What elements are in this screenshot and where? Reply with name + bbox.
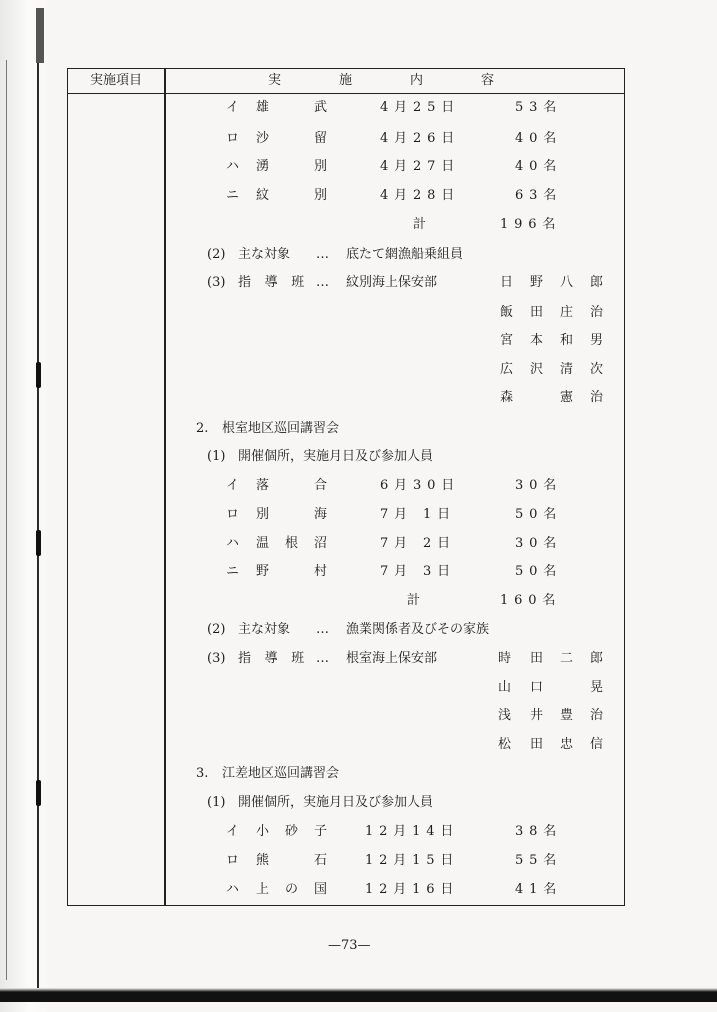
name-char: 晃 — [590, 680, 604, 695]
binding-line — [37, 10, 39, 1000]
date: 12月15日 — [365, 853, 460, 868]
item-number: (2) — [207, 247, 226, 262]
attendee-count: 40名 — [515, 159, 563, 174]
name-char: 口 — [530, 680, 544, 695]
item-number: (3) — [207, 651, 226, 666]
column-divider — [164, 69, 166, 905]
table-header-row — [68, 69, 624, 94]
page-spine-shadow — [0, 0, 52, 1012]
name-char: 飯 — [500, 305, 514, 320]
section-heading: 江差地区巡回講習会 — [222, 766, 340, 781]
name-char: 信 — [590, 737, 604, 752]
name-char: 忠 — [560, 737, 574, 752]
bottom-edge-shadow — [0, 988, 717, 1002]
target-label: 主な対象 — [238, 622, 291, 637]
place-char: 紋 — [256, 188, 270, 203]
total-count: 196名 — [500, 217, 562, 232]
total-label: 計 — [407, 593, 421, 608]
place-char: 石 — [314, 853, 328, 868]
name-char: 本 — [530, 333, 544, 348]
name-char: 宮 — [500, 333, 514, 348]
attendee-count: 30名 — [515, 478, 563, 493]
row-label: ロ — [226, 131, 240, 146]
row-label: イ — [226, 478, 240, 493]
place-char: 上 — [256, 882, 270, 897]
row-label: ハ — [226, 536, 240, 551]
leader-dots: … — [316, 247, 329, 262]
item-number: (3) — [207, 275, 226, 290]
row-label: ハ — [226, 159, 240, 174]
place-char: 別 — [256, 507, 270, 522]
place-char: 温 — [256, 536, 270, 551]
name-char: 治 — [590, 305, 604, 320]
place-char: 子 — [314, 824, 328, 839]
header-content-column: 実施内容 — [268, 73, 553, 88]
row-label: イ — [226, 100, 240, 115]
name-char: 森 — [500, 390, 514, 405]
place-char: 合 — [314, 478, 328, 493]
name-char: 治 — [590, 708, 604, 723]
place-char: 沙 — [256, 131, 270, 146]
page-number: —73— — [328, 938, 371, 953]
date: 7月 2日 — [380, 536, 456, 551]
place-char: 雄 — [256, 100, 270, 115]
target-text: 底たて網漁船乗組員 — [346, 247, 464, 262]
target-label: 主な対象 — [238, 247, 291, 262]
row-label: ロ — [226, 507, 240, 522]
total-count: 160名 — [500, 593, 562, 608]
date: 12月16日 — [365, 882, 460, 897]
leader-dots: … — [316, 275, 329, 290]
place-char: 村 — [314, 564, 328, 579]
attendee-count: 53名 — [515, 100, 563, 115]
row-label: ロ — [226, 853, 240, 868]
attendee-count: 63名 — [515, 188, 563, 203]
name-char: 郎 — [590, 651, 604, 666]
name-char: 田 — [530, 651, 544, 666]
office-name: 紋別海上保安部 — [346, 275, 438, 290]
place-char: 落 — [256, 478, 270, 493]
place-char: 湧 — [256, 159, 270, 174]
total-label: 計 — [413, 217, 427, 232]
attendee-count: 41名 — [515, 882, 563, 897]
binding-hole — [36, 362, 41, 388]
subsection-heading: 開催個所，実施月日及び参加人員 — [238, 795, 434, 810]
attendee-count: 40名 — [515, 131, 563, 146]
attendee-count: 50名 — [515, 564, 563, 579]
section-number: 2. — [196, 421, 209, 436]
name-char: 治 — [590, 390, 604, 405]
name-char: 田 — [530, 737, 544, 752]
name-char: 次 — [590, 362, 604, 377]
place-char: 砂 — [285, 824, 299, 839]
place-char: 武 — [314, 100, 328, 115]
place-char: 根 — [285, 536, 299, 551]
date: 6月30日 — [380, 478, 461, 493]
date: 4月25日 — [380, 100, 461, 115]
name-char: 日 — [500, 275, 514, 290]
name-char: 二 — [560, 651, 574, 666]
name-char: 浅 — [498, 708, 512, 723]
item-number: (1) — [207, 449, 226, 464]
name-char: 野 — [530, 275, 544, 290]
team-label: 指導班 — [238, 275, 318, 290]
header-item-column: 実施項目 — [89, 73, 142, 88]
leader-dots: … — [316, 622, 329, 637]
item-number: (1) — [207, 795, 226, 810]
binding-edge-line — [6, 60, 7, 980]
name-char: 清 — [560, 362, 574, 377]
row-label: ニ — [226, 188, 240, 203]
name-char: 庄 — [560, 305, 574, 320]
attendee-count: 50名 — [515, 507, 563, 522]
place-char: 沼 — [314, 536, 328, 551]
item-number: (2) — [207, 622, 226, 637]
row-label: ハ — [226, 882, 240, 897]
binding-hole — [36, 780, 41, 806]
section-heading: 根室地区巡回講習会 — [222, 421, 340, 436]
place-char: 国 — [314, 882, 328, 897]
place-char: 小 — [256, 824, 270, 839]
row-label: ニ — [226, 564, 240, 579]
binding-hole — [36, 530, 41, 556]
name-char: 和 — [560, 333, 574, 348]
binding-clip — [36, 8, 44, 63]
name-char: 広 — [500, 362, 514, 377]
place-char: 別 — [314, 188, 328, 203]
date: 7月 1日 — [380, 507, 456, 522]
name-char: 山 — [498, 680, 512, 695]
place-char: 野 — [256, 564, 270, 579]
date: 4月28日 — [380, 188, 461, 203]
place-char: の — [285, 882, 299, 897]
leader-dots: … — [316, 651, 329, 666]
place-char: 留 — [314, 131, 328, 146]
name-char: 沢 — [530, 362, 544, 377]
name-char: 松 — [498, 737, 512, 752]
target-text: 漁業関係者及びその家族 — [346, 622, 490, 637]
name-char: 郎 — [590, 275, 604, 290]
name-char: 憲 — [560, 390, 574, 405]
team-label: 指導班 — [238, 651, 318, 666]
date: 4月27日 — [380, 159, 461, 174]
place-char: 別 — [314, 159, 328, 174]
office-name: 根室海上保安部 — [346, 651, 438, 666]
subsection-heading: 開催個所，実施月日及び参加人員 — [238, 449, 434, 464]
date: 4月26日 — [380, 131, 461, 146]
name-char: 井 — [530, 708, 544, 723]
attendee-count: 38名 — [515, 824, 563, 839]
section-number: 3. — [196, 766, 209, 781]
attendee-count: 30名 — [515, 536, 563, 551]
name-char: 豊 — [560, 708, 574, 723]
date: 7月 3日 — [380, 564, 456, 579]
place-char: 熊 — [256, 853, 270, 868]
name-char: 八 — [560, 275, 574, 290]
name-char: 男 — [590, 333, 604, 348]
date: 12月14日 — [365, 824, 460, 839]
name-char: 時 — [498, 651, 512, 666]
row-label: イ — [226, 824, 240, 839]
place-char: 海 — [314, 507, 328, 522]
name-char: 田 — [530, 305, 544, 320]
attendee-count: 55名 — [515, 853, 563, 868]
